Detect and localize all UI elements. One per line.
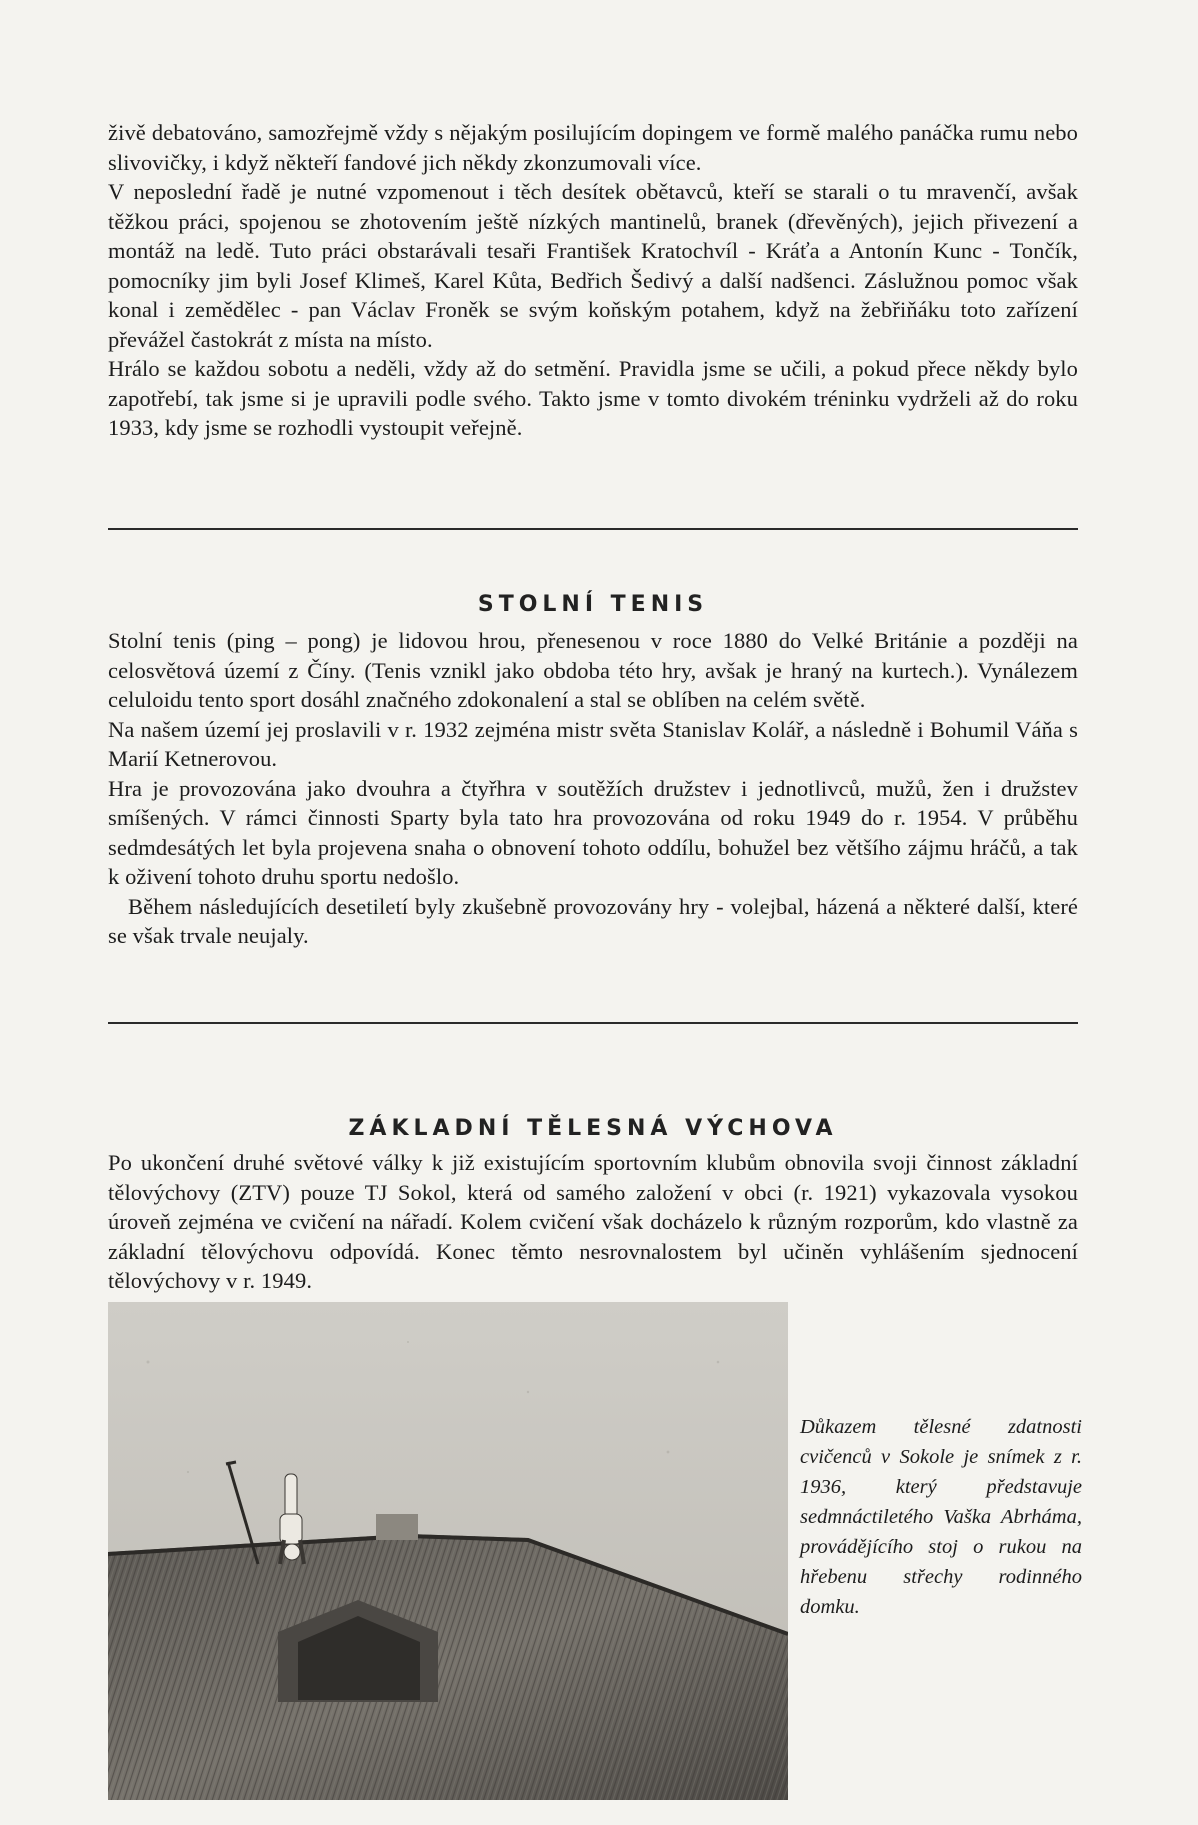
photo-caption-text: Důkazem tělesné zdatnosti cvičenců v Sokole je snímek z r. 1936, který představuje sedmnáctiletého Vaška Abrháma, provádějícího stoj o rukou na hřebenu střechy rodinného domku.: [800, 1416, 1082, 1618]
tenis-paragraph: Hra je provozována jako dvouhra a čtyřhra v soutěžích družstev i jednotlivců, mužů, žen i družstev smíšených. V rámci činnosti Sparty byla tato hra provozována od roku 1949 do r. 1954. V průběhu sedmdesátých let byla projevena snaha o obnovení tohoto oddílu, bohužel bez většího zájmu hráčů, a tak k oživení tohoto druhu sportu nedošlo.: [108, 775, 1078, 889]
ztv-paragraph: Po ukončení druhé světové války k již existujícím sportovním klubům obnovila svoji činnost základní tělovýchovy (ZTV) pouze TJ Sokol, která od samého založení v obci (r. 1921) vykazovala vysokou úroveň zejména ve cvičení na nářadí. Kolem cvičení však docházelo k různým rozporům, kdo vlastně za základní tělovýchovu odpovídá. Konec těmto nesrovnalostem byl učiněn vyhlášením sjednocení tělovýchovy v r. 1949.: [108, 1150, 1078, 1293]
tenis-paragraph: Na našem území jej proslavili v r. 1932 zejména mistr světa Stanislav Kolář, a následně i Bohumil Váňa s Marií Ketnerovou.: [108, 716, 1078, 771]
section-divider: [108, 528, 1078, 530]
section-divider: [108, 1022, 1078, 1024]
intro-section: [108, 118, 1078, 443]
section-title-ztv: ZÁKLADNÍ TĚLESNÁ VÝCHOVA: [348, 1116, 838, 1141]
rooftop-handstand-photo: [108, 1302, 788, 1800]
stolni-tenis-section: [108, 626, 1078, 951]
section-title-stolni-tenis: STOLNÍ TENIS: [477, 592, 709, 617]
intro-paragraph: V neposlední řadě je nutné vzpomenout i těch desítek obětavců, kteří se starali o tu mravenčí, avšak těžkou práci, spojenou se zhotovením ještě nízkých mantinelů, branek (dřevěných), jejich přivezení a montáž na ledě. Tuto práci obstarávali tesaři František Kratochvíl - Kráťa a Antonín Kunc - Tončík, pomocníky jim byli Josef Klimeš, Karel Kůta, Bedřich Šedivý a další nadšenci. Záslužnou pomoc však konal i zemědělec - pan Václav Froněk se svým koňským potahem, když na žebřiňáku toto zařízení převážel častokrát z místa na místo.: [108, 179, 1078, 352]
tenis-paragraph: Během následujících desetiletí byly zkušebně provozovány hry - volejbal, házená a některé další, které se však trvale neujaly.: [108, 893, 1078, 948]
photo-image: [108, 1302, 788, 1800]
intro-paragraph: Hrálo se každou sobotu a neděli, vždy až do setmění. Pravidla jsme se učili, a pokud přece někdy bylo zapotřebí, tak jsme si je upravili podle svého. Takto jsme v tomto divokém tréninku vydrželi až do roku 1933, kdy jsme se rozhodli vystoupit veřejně.: [108, 356, 1078, 440]
ztv-section: [108, 1148, 1078, 1296]
tenis-paragraph: Stolní tenis (ping – pong) je lidovou hrou, přenesenou v roce 1880 do Velké Británie a později na celosvětová území z Číny. (Tenis vznikl jako obdoba této hry, avšak je hraný na kurtech.). Vynálezem celuloidu tento sport dosáhl značného zdokonalení a stal se oblíben na celém světě.: [108, 628, 1078, 712]
intro-paragraph: živě debatováno, samozřejmě vždy s nějakým posilujícím dopingem ve formě malého panáčka rumu nebo slivovičky, i když někteří fandové jich někdy zkonzumovali více.: [108, 120, 1078, 175]
photo-caption: [800, 1412, 1082, 1622]
